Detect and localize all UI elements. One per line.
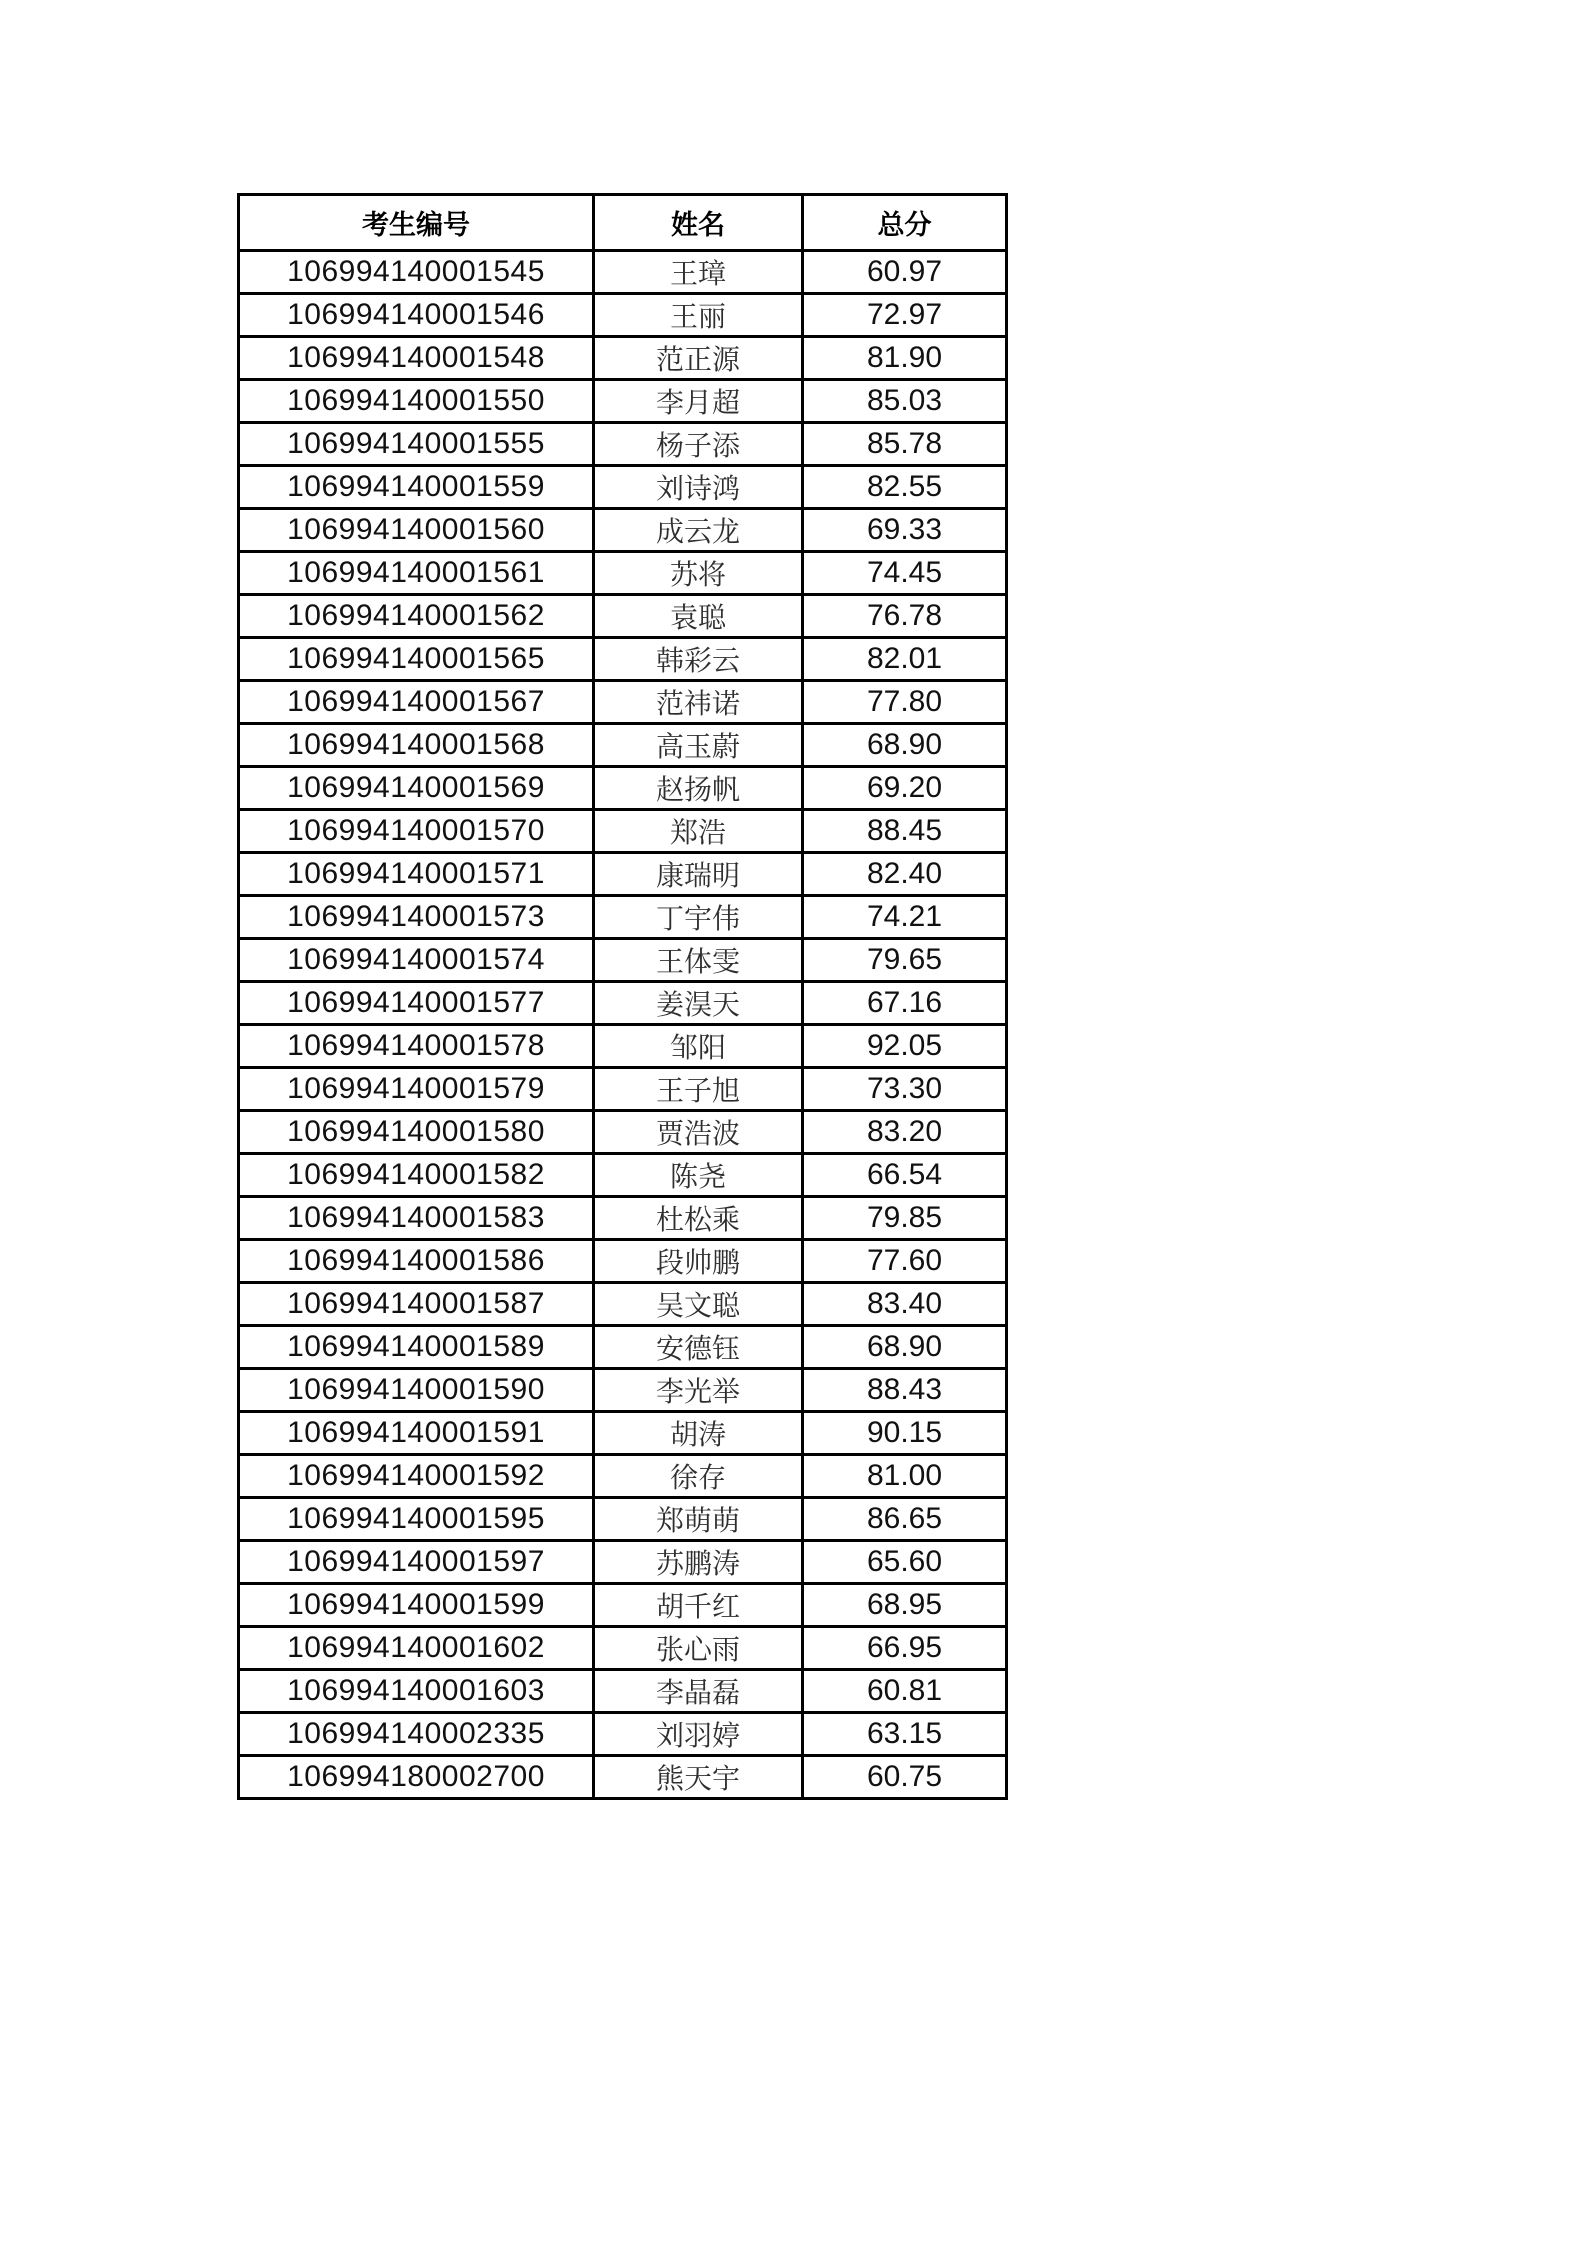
name-cell: 高玉蔚 [594, 724, 803, 767]
candidate-id-cell: 106994140001586 [239, 1240, 594, 1283]
table-row [239, 1412, 1007, 1455]
score-cell: 72.97 [803, 294, 1007, 337]
candidate-id-cell: 106994140001589 [239, 1326, 594, 1369]
table-row [239, 853, 1007, 896]
candidate-id-cell: 106994140001559 [239, 466, 594, 509]
score-cell: 60.81 [803, 1670, 1007, 1713]
score-cell: 77.60 [803, 1240, 1007, 1283]
score-cell: 69.20 [803, 767, 1007, 810]
candidate-id-cell: 106994140001545 [239, 251, 594, 294]
score-cell: 88.45 [803, 810, 1007, 853]
table-header [239, 195, 1007, 251]
score-cell: 88.43 [803, 1369, 1007, 1412]
name-cell: 范正源 [594, 337, 803, 380]
table-row [239, 1111, 1007, 1154]
candidate-id-cell: 106994140001569 [239, 767, 594, 810]
table-row [239, 1713, 1007, 1756]
table-row [239, 1283, 1007, 1326]
name-cell: 丁宇伟 [594, 896, 803, 939]
table-row [239, 982, 1007, 1025]
name-cell: 刘诗鸿 [594, 466, 803, 509]
score-cell: 60.75 [803, 1756, 1007, 1799]
candidate-id-cell: 106994140001592 [239, 1455, 594, 1498]
score-cell: 85.78 [803, 423, 1007, 466]
score-table [237, 193, 1008, 1800]
name-cell: 张心雨 [594, 1627, 803, 1670]
table-row [239, 1068, 1007, 1111]
table-row [239, 1670, 1007, 1713]
name-cell: 赵扬帆 [594, 767, 803, 810]
table-row [239, 896, 1007, 939]
score-cell: 83.40 [803, 1283, 1007, 1326]
score-cell: 69.33 [803, 509, 1007, 552]
score-cell: 81.90 [803, 337, 1007, 380]
score-cell: 82.40 [803, 853, 1007, 896]
score-cell: 68.95 [803, 1584, 1007, 1627]
score-cell: 60.97 [803, 251, 1007, 294]
name-cell: 陈尧 [594, 1154, 803, 1197]
table-row [239, 337, 1007, 380]
name-cell: 段帅鹏 [594, 1240, 803, 1283]
table-row [239, 1025, 1007, 1068]
candidate-id-cell: 106994140001582 [239, 1154, 594, 1197]
table-row [239, 509, 1007, 552]
candidate-id-cell: 106994140001567 [239, 681, 594, 724]
table-row [239, 1154, 1007, 1197]
table-row [239, 1326, 1007, 1369]
name-cell: 贾浩波 [594, 1111, 803, 1154]
candidate-id-cell: 106994180002700 [239, 1756, 594, 1799]
name-cell: 苏将 [594, 552, 803, 595]
table-row [239, 1541, 1007, 1584]
candidate-id-cell: 106994140001599 [239, 1584, 594, 1627]
name-cell: 王丽 [594, 294, 803, 337]
table-row [239, 251, 1007, 294]
score-cell: 63.15 [803, 1713, 1007, 1756]
candidate-id-cell: 106994140001573 [239, 896, 594, 939]
score-cell: 65.60 [803, 1541, 1007, 1584]
name-cell: 安德钰 [594, 1326, 803, 1369]
table-row [239, 1197, 1007, 1240]
candidate-id-cell: 106994140001560 [239, 509, 594, 552]
header-row [239, 195, 1007, 251]
name-cell: 王璋 [594, 251, 803, 294]
score-cell: 90.15 [803, 1412, 1007, 1455]
candidate-id-cell: 106994140001590 [239, 1369, 594, 1412]
candidate-id-cell: 106994140001571 [239, 853, 594, 896]
score-table-container [237, 193, 1008, 1800]
table-row [239, 1369, 1007, 1412]
table-row [239, 810, 1007, 853]
candidate-id-cell: 106994140001583 [239, 1197, 594, 1240]
score-cell: 92.05 [803, 1025, 1007, 1068]
candidate-id-cell: 106994140001574 [239, 939, 594, 982]
score-cell: 66.54 [803, 1154, 1007, 1197]
candidate-id-cell: 106994140002335 [239, 1713, 594, 1756]
name-cell: 王体雯 [594, 939, 803, 982]
table-row [239, 466, 1007, 509]
name-cell: 邹阳 [594, 1025, 803, 1068]
score-cell: 85.03 [803, 380, 1007, 423]
candidate-id-cell: 106994140001602 [239, 1627, 594, 1670]
name-cell: 王子旭 [594, 1068, 803, 1111]
table-row [239, 638, 1007, 681]
score-cell: 82.01 [803, 638, 1007, 681]
score-cell: 76.78 [803, 595, 1007, 638]
name-cell: 杜松乘 [594, 1197, 803, 1240]
score-cell: 82.55 [803, 466, 1007, 509]
table-row [239, 681, 1007, 724]
table-row [239, 1627, 1007, 1670]
name-cell: 熊天宇 [594, 1756, 803, 1799]
name-cell: 杨子添 [594, 423, 803, 466]
column-header-candidate-id: 考生编号 [239, 195, 594, 251]
name-cell: 李光举 [594, 1369, 803, 1412]
name-cell: 韩彩云 [594, 638, 803, 681]
candidate-id-cell: 106994140001578 [239, 1025, 594, 1068]
name-cell: 袁聪 [594, 595, 803, 638]
candidate-id-cell: 106994140001579 [239, 1068, 594, 1111]
name-cell: 胡千红 [594, 1584, 803, 1627]
candidate-id-cell: 106994140001580 [239, 1111, 594, 1154]
score-cell: 83.20 [803, 1111, 1007, 1154]
score-cell: 68.90 [803, 1326, 1007, 1369]
table-row [239, 1584, 1007, 1627]
score-cell: 74.21 [803, 896, 1007, 939]
table-body [239, 251, 1007, 1799]
candidate-id-cell: 106994140001577 [239, 982, 594, 1025]
candidate-id-cell: 106994140001591 [239, 1412, 594, 1455]
candidate-id-cell: 106994140001595 [239, 1498, 594, 1541]
score-cell: 81.00 [803, 1455, 1007, 1498]
table-row [239, 1455, 1007, 1498]
candidate-id-cell: 106994140001555 [239, 423, 594, 466]
candidate-id-cell: 106994140001550 [239, 380, 594, 423]
table-row [239, 939, 1007, 982]
name-cell: 郑浩 [594, 810, 803, 853]
table-row [239, 294, 1007, 337]
candidate-id-cell: 106994140001565 [239, 638, 594, 681]
candidate-id-cell: 106994140001562 [239, 595, 594, 638]
candidate-id-cell: 106994140001548 [239, 337, 594, 380]
name-cell: 范祎诺 [594, 681, 803, 724]
table-row [239, 1498, 1007, 1541]
name-cell: 成云龙 [594, 509, 803, 552]
name-cell: 李晶磊 [594, 1670, 803, 1713]
table-row [239, 767, 1007, 810]
score-cell: 66.95 [803, 1627, 1007, 1670]
name-cell: 康瑞明 [594, 853, 803, 896]
candidate-id-cell: 106994140001546 [239, 294, 594, 337]
candidate-id-cell: 106994140001561 [239, 552, 594, 595]
candidate-id-cell: 106994140001587 [239, 1283, 594, 1326]
candidate-id-cell: 106994140001568 [239, 724, 594, 767]
name-cell: 苏鹏涛 [594, 1541, 803, 1584]
name-cell: 徐存 [594, 1455, 803, 1498]
candidate-id-cell: 106994140001597 [239, 1541, 594, 1584]
score-cell: 77.80 [803, 681, 1007, 724]
table-row [239, 724, 1007, 767]
name-cell: 刘羽婷 [594, 1713, 803, 1756]
table-row [239, 1240, 1007, 1283]
name-cell: 吴文聪 [594, 1283, 803, 1326]
table-row [239, 1756, 1007, 1799]
table-row [239, 595, 1007, 638]
score-cell: 68.90 [803, 724, 1007, 767]
name-cell: 胡涛 [594, 1412, 803, 1455]
score-cell: 74.45 [803, 552, 1007, 595]
table-row [239, 380, 1007, 423]
column-header-total-score: 总分 [803, 195, 1007, 251]
name-cell: 李月超 [594, 380, 803, 423]
name-cell: 姜淏天 [594, 982, 803, 1025]
table-row [239, 552, 1007, 595]
score-cell: 73.30 [803, 1068, 1007, 1111]
score-cell: 67.16 [803, 982, 1007, 1025]
score-cell: 79.85 [803, 1197, 1007, 1240]
column-header-name: 姓名 [594, 195, 803, 251]
candidate-id-cell: 106994140001570 [239, 810, 594, 853]
score-cell: 86.65 [803, 1498, 1007, 1541]
table-row [239, 423, 1007, 466]
candidate-id-cell: 106994140001603 [239, 1670, 594, 1713]
name-cell: 郑萌萌 [594, 1498, 803, 1541]
score-cell: 79.65 [803, 939, 1007, 982]
